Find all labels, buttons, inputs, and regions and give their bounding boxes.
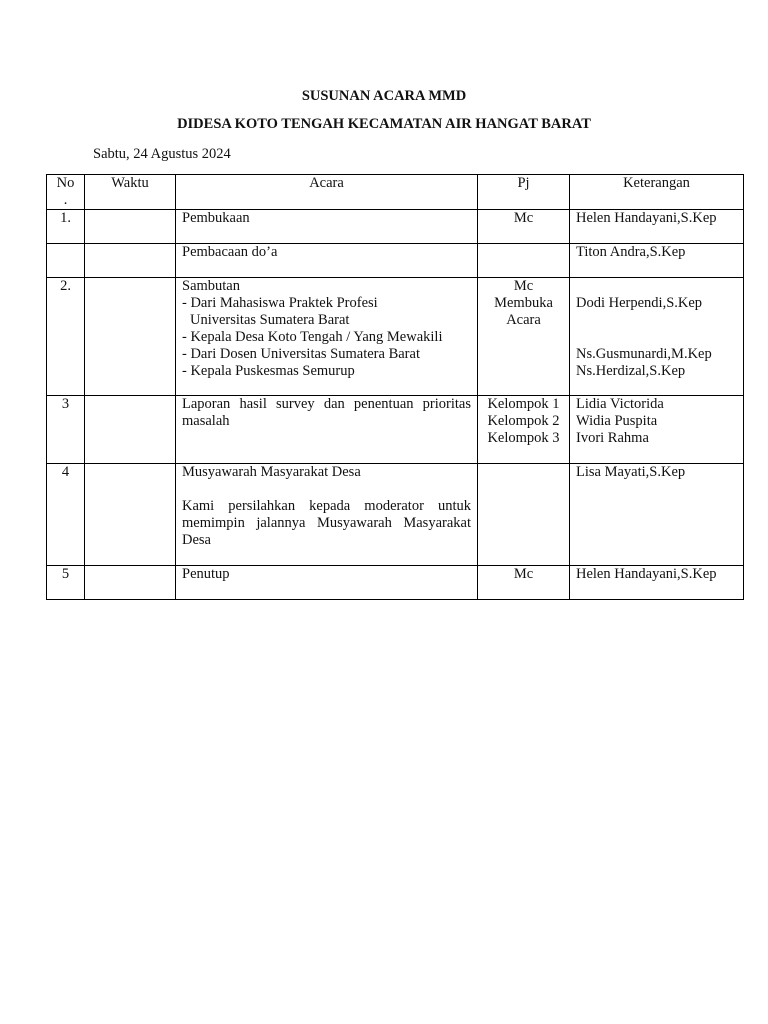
- table-row: [47, 244, 744, 278]
- row-acara: Pembukaan: [176, 210, 478, 244]
- table-header-row: [47, 175, 744, 210]
- ket-line: Ivori Rahma: [576, 430, 649, 446]
- acara-note: Kami persilahkan kepada moderator untuk memimpin jalannya Musyawarah Masyarakat Desa: [182, 498, 471, 548]
- pj-line: Kelompok 2: [487, 413, 560, 429]
- row-keterangan: Helen Handayani,S.Kep: [570, 210, 744, 244]
- pj-line: Mc: [513, 278, 534, 294]
- row-waktu: [85, 566, 176, 600]
- row-no: 4: [47, 464, 85, 566]
- acara-line: Universitas Sumatera Barat: [190, 312, 350, 328]
- row-waktu: [85, 278, 176, 396]
- table-row: [47, 210, 744, 244]
- ket-line: Widia Puspita: [576, 413, 658, 429]
- acara-line: - Kepala Desa Koto Tengah / Yang Mewakili: [182, 329, 443, 345]
- row-acara: [176, 278, 478, 396]
- row-waktu: [85, 464, 176, 566]
- row-keterangan: Lisa Mayati,S.Kep: [570, 464, 744, 566]
- row-pj: Mc: [478, 566, 570, 600]
- header-waktu: Waktu: [85, 175, 176, 210]
- header-keterangan: Keterangan: [570, 175, 744, 210]
- ket-line: Lidia Victorida: [576, 396, 664, 412]
- acara-line: - Kepala Puskesmas Semurup: [182, 363, 355, 379]
- row-acara: Penutup: [176, 566, 478, 600]
- header-no: [47, 175, 85, 210]
- pj-line: Kelompok 3: [487, 430, 560, 446]
- pj-line: Membuka: [494, 295, 553, 311]
- table-row: [47, 464, 744, 566]
- table-row: [47, 396, 744, 464]
- header-pj: Pj: [478, 175, 570, 210]
- header-no-label: No: [56, 175, 75, 191]
- row-no: 2.: [47, 278, 85, 396]
- row-keterangan: [570, 278, 744, 396]
- row-no: [47, 244, 85, 278]
- pj-line: Acara: [506, 312, 541, 328]
- acara-line: Musyawarah Masyarakat Desa: [182, 464, 361, 480]
- row-waktu: [85, 244, 176, 278]
- acara-line: - Dari Mahasiswa Praktek Profesi: [182, 295, 378, 311]
- row-pj: [478, 464, 570, 566]
- ket-line: Ns.Herdizal,S.Kep: [576, 363, 686, 379]
- acara-line: - Dari Dosen Universitas Sumatera Barat: [182, 346, 420, 362]
- table-row: [47, 566, 744, 600]
- row-no: 3: [47, 396, 85, 464]
- row-pj: [478, 244, 570, 278]
- row-waktu: [85, 210, 176, 244]
- row-acara: [176, 464, 478, 566]
- document-subtitle: DIDESA KOTO TENGAH KECAMATAN AIR HANGAT BARAT: [177, 116, 591, 132]
- row-keterangan: [570, 396, 744, 464]
- row-keterangan: Helen Handayani,S.Kep: [570, 566, 744, 600]
- row-keterangan: Titon Andra,S.Kep: [570, 244, 744, 278]
- ket-line: Dodi Herpendi,S.Kep: [576, 295, 703, 311]
- row-no: 1.: [47, 210, 85, 244]
- row-pj: [478, 396, 570, 464]
- header-acara: Acara: [176, 175, 478, 210]
- row-acara: Pembacaan do’a: [176, 244, 478, 278]
- row-no: 5: [47, 566, 85, 600]
- acara-line: Sambutan: [182, 278, 240, 294]
- row-pj: Mc: [478, 210, 570, 244]
- row-acara: Laporan hasil survey dan penentuan prioritas masalah: [176, 396, 478, 464]
- document-title: SUSUNAN ACARA MMD: [301, 88, 467, 104]
- header-no-dot: .: [63, 192, 68, 208]
- row-pj: [478, 278, 570, 396]
- table-row: [47, 278, 744, 396]
- ket-line: Ns.Gusmunardi,M.Kep: [576, 346, 712, 362]
- agenda-table: [46, 174, 744, 600]
- row-waktu: [85, 396, 176, 464]
- pj-line: Kelompok 1: [487, 396, 560, 412]
- event-date: Sabtu, 24 Agustus 2024: [93, 146, 231, 162]
